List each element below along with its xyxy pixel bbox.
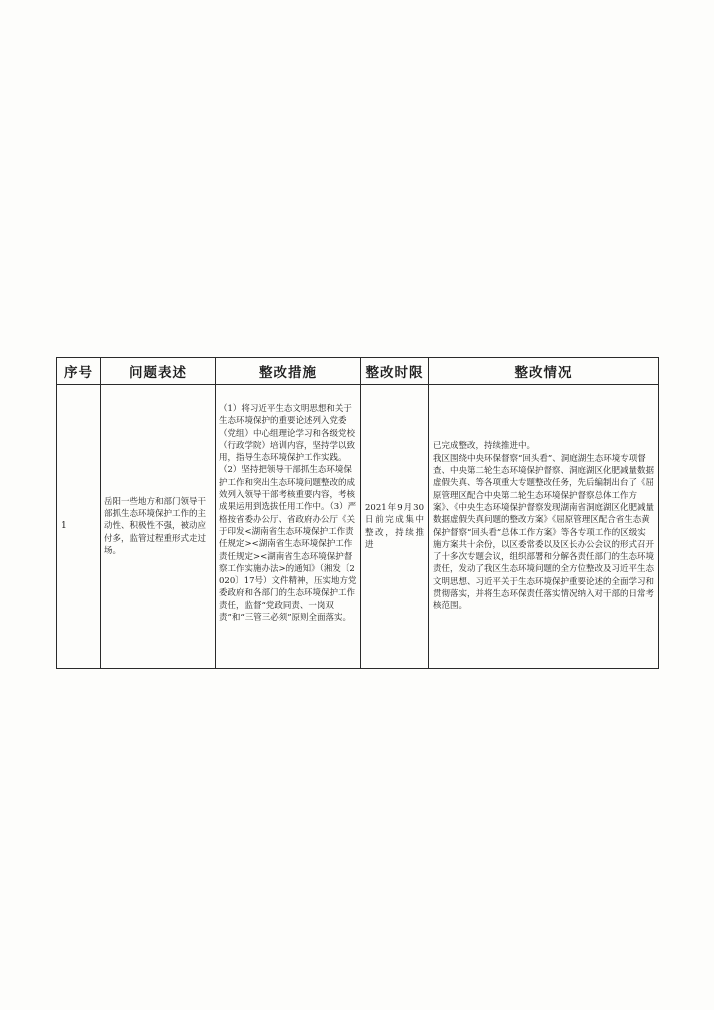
status-text: 已完成整改，持续推进中。 我区围绕中央环保督察“回头看”、洞庭湖生态环境专项督查、中央第二轮生态环境保护督察、洞庭湖区化肥减量数据虚假失真、等各项重大专题整改任务，先后编制出台了《屈原管理区配合中央第二轮生态环境保护督察总体工作方案》、《中央生态环境保护督察发现湖南省洞庭湖区化肥减量数据虚假失真问题的整改方案》《屈原管理区配合省生态黄保护督察“回头看”总体工作方案》等各专项工作的区级实施方案共十余份，以区委常委以及区长办公会议的形式召开了十多次专题会议，组织部署和分解各责任部门的生态环境责任，发动了我区生态环境问题的全方位整改及习近平生态文明思想、习近平关于生态环境保护重要论述的全面学习和贯彻落实，并将生态环保责任落实情况纳入对干部的日常考核范围。: [433, 441, 655, 612]
problem-text: 岳阳一些地方和部门领导干部抓生态环境保护工作的主动性、积极性不强，被动应付多，监管过程重形式走过场。: [104, 496, 207, 556]
cell-status: [429, 385, 659, 669]
cell-seq: [57, 385, 101, 669]
table-row: [57, 385, 659, 669]
header-deadline: 整改时限: [361, 358, 429, 385]
cell-deadline: [361, 385, 429, 669]
header-measures: 整改措施: [216, 358, 361, 385]
header-status: 整改情况: [429, 358, 659, 385]
cell-problem: [101, 385, 216, 669]
measures-text: （1）将习近平生态文明思想和关于生态环境保护的重要论述列入党委（党组）中心组理论学习和各级党校（行政学院）培训内容，坚持学以致用，指导生态环境保护工作实践。（2）坚持把领导干部抓生态环境保护工作和突出生态环境问题整改的成效列入领导干部考核重要内容，考核成果运用到选拔任用工作中。（3）严格按省委办公厅、省政府办公厅《关于印发<湖南省生态环境保护工作责任规定><湖南省生态环境保护工作责任规定><湖南省生态环境保护督察工作实施办法>的通知》（湘发〔2020〕17号）文件精神，压实地方党委政府和各部门的生态环境保护工作责任，监督“党政同责、一岗双责”和“三管三必须”原则全面落实。: [219, 404, 357, 624]
cell-measures: [216, 385, 361, 669]
deadline-text: 2021年9月30日前完成集中整改，持续推进: [365, 502, 424, 550]
table-header-row: [57, 358, 659, 385]
header-problem: 问题表述: [101, 358, 216, 385]
rectification-table: [56, 357, 659, 669]
seq-text: 1: [61, 521, 67, 532]
header-seq: 序号: [57, 358, 101, 385]
